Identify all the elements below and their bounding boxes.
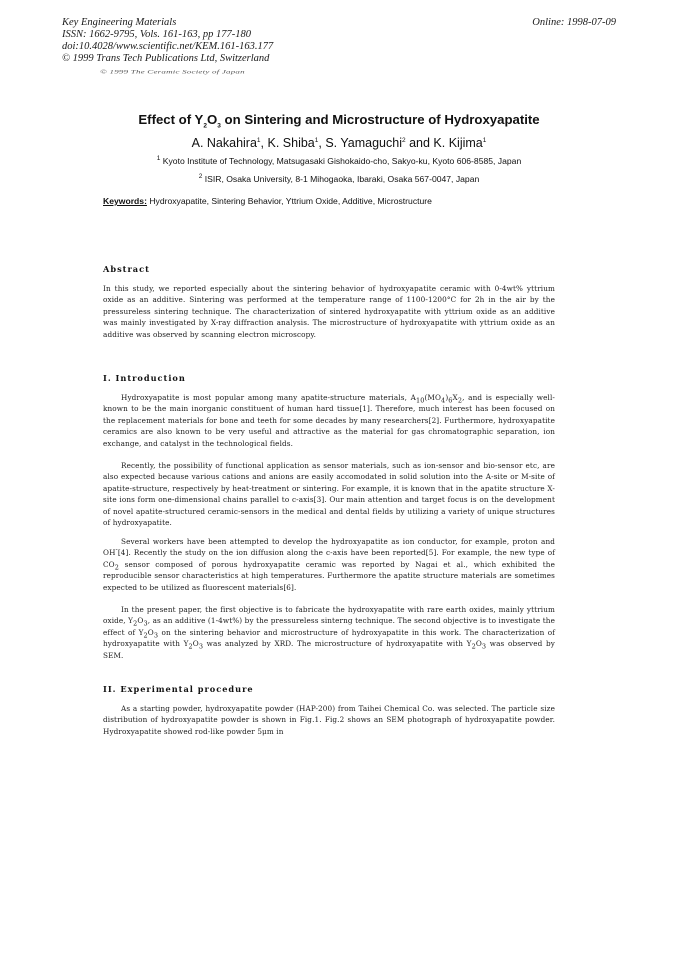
- abstract-text: In this study, we reported especially about the sintering behavior of hydroxyapatite ceramic with 0-4wt% yttrium oxide as an additive. Sintering was performed at the temperature range of 1100-1200°C for 2h in the air by the pressureless sintering technique. The characterization of sintered hydroxyapatite with yttrium oxide as an additive was mainly investigated by X-ray diffraction analysis. The microstructure of hydroxyapatite with yttrium oxide as an additive was observed by scanning electron microscopy.: [103, 284, 555, 339]
- abstract-heading: Abstract: [103, 264, 150, 274]
- doi-line: doi:10.4028/www.scientific.net/KEM.161-163.177: [62, 41, 274, 52]
- keywords-label: Keywords:: [103, 196, 147, 206]
- paper-title: Effect of $Y_2O_3$ on Sintering and Microstructure of Hydroxyapatite: [138, 112, 540, 130]
- cropped-society-line: © 1999 The Ceramic Society of Japan: [100, 69, 245, 75]
- intro-paragraph-2: Recently, the possibility of functional application as sensor materials, such as ion-sensor and bio-sensor etc, are also expected because various cations and anions are easily accomodated in solid solution into the A-site or M-site of apatite-structure, respectively by heat-treatment or sintering. For example, it is known that in the apatite structure X-site ions form one-dimensional chains parallel to c-axis[3]. Our main attention and target focus is on the development of novel apatite-structured ceramic-sensors in the medical and dental fields by utilizing a variety of unique structures of hydroxyapatite.: [103, 461, 555, 528]
- experimental-heading: II. Experimental procedure: [103, 684, 254, 694]
- journal-name: Key Engineering Materials: [62, 17, 177, 28]
- introduction-heading: I. Introduction: [103, 373, 186, 383]
- copyright-line: © 1999 Trans Tech Publications Ltd, Switzerland: [62, 53, 270, 64]
- intro-paragraph-4: In the present paper, the first objective is to fabricate the hydroxyapatite with rare earth oxides, mainly yttrium oxide, $Y_2O_3$, as an additive (1-4wt%) by the pressureless sinterng technique. The second objective is to investigate the effect of $Y_2O_3$ on the sintering behavior and microstructure of hydroxyapatite in this work. The characterization of hydroxyapatite with $Y_2O_3$ was analyzed by XRD. The microstructure of hydroxyapatite with $Y_2O_3$ was observed by SEM.: [103, 605, 556, 660]
- intro-paragraph-1: Hydroxyapatite is most popular among many apatite-structure materials, $A_{10}(MO_4)_6X_2$, and is especially well-known to be the main inorganic constituent of human hard tissue[1]. Therefore, much interest has been focused on the replacement materials for bone and teeth for some decades by many researchers[2]. Furthermore, hydroxyapatite ceramics are also known to be very useful and attractive as the material for gas chromatographic separation, ion exchange, and catalyst in the technological fields.: [103, 393, 555, 448]
- online-date: Online: 1998-07-09: [532, 17, 616, 28]
- affiliation-2: $^2$ ISIR, Osaka University, 8-1 Mihogaoka, Ibaraki, Osaka 567-0047, Japan: [198, 173, 480, 184]
- author-list: A. Nakahira$^1$, K. Shiba$^1$, S. Yamaguchi$^2$ and K. Kijima$^1$: [191, 136, 487, 150]
- experimental-paragraph-1: As a starting powder, hydroxyapatite powder (HAP-200) from Taihei Chemical Co. was selected. The particle size distribution of hydroxyapatite powder is shown in Fig.1. Fig.2 shows an SEM photograph of hydroxyapatite powder. Hydroxyapatite showed rod-like powder 5μm in: [103, 704, 555, 736]
- intro-paragraph-3: Several workers have been attempted to develop the hydroxyapatite as ion conductor, for example, proton and OH-[4]. Recently the study on the ion diffusion along the c-axis have been reported[5]. For example, the new type of $CO_2$ sensor composed of porous hydroxyapatite ceramic was reported by Nagai et al., which exhibited the reproducible sensor characteristics at high temperatures. Furthermore the apatite structure materials are sometimes expected to be utilized as fluorescent materials[6].: [103, 537, 555, 592]
- issn-line: ISSN: 1662-9795, Vols. 161-163, pp 177-180: [62, 29, 251, 40]
- journal-header: [62, 17, 273, 65]
- affiliation-1: $^1$ Kyoto Institute of Technology, Matsugasaki Gishokaido-cho, Sakyo-ku, Kyoto 606-8585, Japan: [156, 155, 522, 166]
- keywords-text: Hydroxyapatite, Sintering Behavior, Yttrium Oxide, Additive, Microstructure: [146, 196, 432, 206]
- keywords: [103, 196, 432, 206]
